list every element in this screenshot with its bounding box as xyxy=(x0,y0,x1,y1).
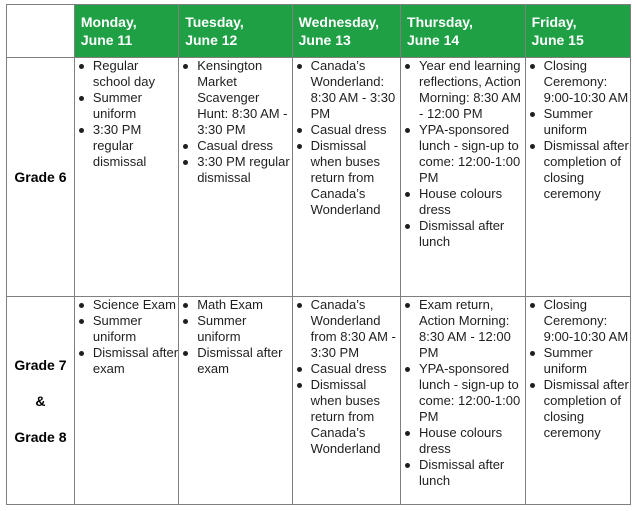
day-date: June 12 xyxy=(185,32,238,48)
day-header-wednesday xyxy=(292,5,400,58)
activity-item: YPA-sponsored lunch - sign-up to come: 12:00-1:00 PM xyxy=(401,361,525,425)
activity-item: Summer uniform xyxy=(526,345,630,377)
grade-label-cell xyxy=(7,297,75,505)
schedule-cell xyxy=(525,297,630,505)
grade-label: Grade 6 xyxy=(14,169,67,185)
schedule-cell xyxy=(292,58,400,297)
activity-item: Kensington Market Scavenger Hunt: 8:30 AM - 3:30 PM xyxy=(179,58,291,138)
schedule-cell xyxy=(292,297,400,505)
grade-label-cell xyxy=(7,58,75,297)
schedule-table xyxy=(6,4,631,505)
header-row xyxy=(7,5,631,58)
day-name: Friday, xyxy=(531,14,577,30)
activity-list xyxy=(179,297,291,377)
activity-item: Closing Ceremony: 9:00-10:30 AM xyxy=(526,58,630,106)
day-date: June 13 xyxy=(298,32,351,48)
day-name: Wednesday, xyxy=(298,14,380,30)
activity-item: 3:30 PM regular dismissal xyxy=(179,154,291,186)
activity-item: Casual dress xyxy=(293,361,400,377)
day-name: Monday, xyxy=(80,14,137,30)
day-date: June 14 xyxy=(407,32,460,48)
day-date: June 15 xyxy=(531,32,584,48)
schedule-cell xyxy=(179,58,292,297)
activity-item: Canada’s Wonderland: 8:30 AM - 3:30 PM xyxy=(293,58,400,122)
schedule-cell xyxy=(401,297,526,505)
activity-list xyxy=(75,58,178,170)
activity-item: Science Exam xyxy=(75,297,178,313)
schedule-cell xyxy=(401,58,526,297)
grade-label-group xyxy=(7,347,74,455)
activity-item: Summer uniform xyxy=(75,313,178,345)
day-header-tuesday xyxy=(179,5,292,58)
activity-list xyxy=(293,58,400,218)
activity-list xyxy=(526,297,630,441)
activity-list xyxy=(75,297,178,377)
schedule-cell xyxy=(74,58,178,297)
activity-list xyxy=(401,58,525,250)
activity-item: Summer uniform xyxy=(526,106,630,138)
activity-list xyxy=(293,297,400,457)
activity-item: Dismissal after lunch xyxy=(401,457,525,489)
grade-6-row xyxy=(7,58,631,297)
activity-item: Dismissal after completion of closing ceremony xyxy=(526,377,630,441)
activity-item: Dismissal after lunch xyxy=(401,218,525,250)
activity-item: Math Exam xyxy=(179,297,291,313)
day-date: June 11 xyxy=(80,32,133,48)
activity-item: Canada’s Wonderland from 8:30 AM - 3:30 PM xyxy=(293,297,400,361)
grade-7-8-row xyxy=(7,297,631,505)
activity-item: Year end learning reflections, Action Morning: 8:30 AM - 12:00 PM xyxy=(401,58,525,122)
corner-cell xyxy=(7,5,75,58)
activity-item: Dismissal after exam xyxy=(75,345,178,377)
activity-list xyxy=(401,297,525,489)
schedule-cell xyxy=(179,297,292,505)
activity-item: Regular school day xyxy=(75,58,178,90)
day-name: Tuesday, xyxy=(185,14,244,30)
day-name: Thursday, xyxy=(407,14,473,30)
activity-item: House colours dress xyxy=(401,425,525,457)
activity-item: Dismissal after completion of closing ceremony xyxy=(526,138,630,202)
grade-label: Grade 8 xyxy=(14,428,67,445)
activity-item: Closing Ceremony: 9:00-10:30 AM xyxy=(526,297,630,345)
day-header-monday xyxy=(74,5,178,58)
activity-item: Summer uniform xyxy=(179,313,291,345)
grade-label-ampersand: & xyxy=(35,392,46,409)
day-header-thursday xyxy=(401,5,526,58)
activity-item: Dismissal when buses return from Canada’s Wonderland xyxy=(293,138,400,218)
activity-item: Casual dress xyxy=(293,122,400,138)
activity-list xyxy=(526,58,630,202)
activity-item: YPA-sponsored lunch - sign-up to come: 12:00-1:00 PM xyxy=(401,122,525,186)
schedule-cell xyxy=(525,58,630,297)
schedule-cell xyxy=(74,297,178,505)
activity-item: Summer uniform xyxy=(75,90,178,122)
day-header-friday xyxy=(525,5,630,58)
grade-label: Grade 7 xyxy=(14,356,67,373)
activity-item: Dismissal when buses return from Canada’s Wonderland xyxy=(293,377,400,457)
activity-item: House colours dress xyxy=(401,186,525,218)
activity-item: 3:30 PM regular dismissal xyxy=(75,122,178,170)
activity-item: Dismissal after exam xyxy=(179,345,291,377)
activity-list xyxy=(179,58,291,186)
activity-item: Casual dress xyxy=(179,138,291,154)
activity-item: Exam return, Action Morning: 8:30 AM - 12:00 PM xyxy=(401,297,525,361)
